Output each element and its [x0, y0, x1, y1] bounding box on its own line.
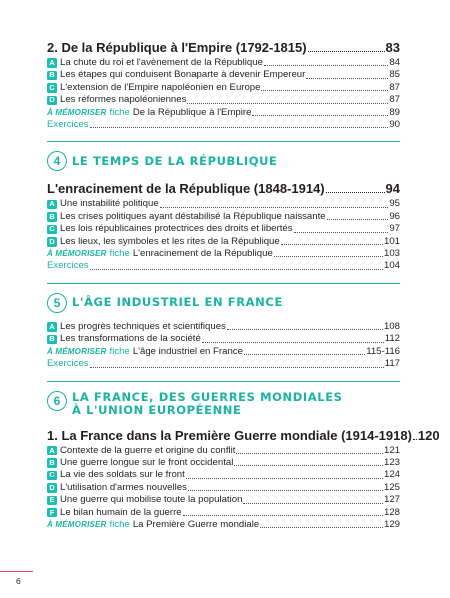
dot-leader	[413, 439, 417, 440]
dot-leader	[183, 515, 383, 516]
dot-leader	[90, 367, 384, 368]
dot-leader	[274, 256, 383, 257]
entry-title: Les transformations de la société	[60, 333, 201, 345]
dot-leader	[202, 342, 384, 343]
letter-badge: B	[47, 335, 57, 345]
letter-badge: F	[47, 508, 57, 518]
memoriser-label: À MÉMORISER	[47, 346, 107, 356]
letter-badge: B	[47, 212, 57, 222]
entry-title: Contexte de la guerre et origine du conflit	[60, 444, 236, 456]
section-divider	[47, 381, 400, 382]
letter-badge: D	[47, 96, 57, 106]
dot-leader	[326, 192, 385, 193]
entry-page: 97	[389, 223, 400, 235]
entry-page: 112	[384, 333, 400, 345]
memo-entry[interactable]	[47, 519, 400, 531]
toc-entry[interactable]	[47, 445, 400, 457]
section-heading-title: L'enracinement de la République (1848-1914)	[47, 181, 325, 197]
entry-page: 95	[389, 198, 400, 210]
fiche-label: fiche	[109, 345, 130, 357]
entry-title: Les crises politiques ayant déstabilisé la République naissante	[60, 210, 326, 222]
toc-entry[interactable]	[47, 94, 400, 106]
letter-badge: A	[47, 322, 57, 332]
dot-leader	[252, 115, 388, 116]
entry-title: Les lieux, les symboles et les rites de la République	[60, 235, 280, 247]
entry-page: 129	[383, 518, 400, 530]
section-heading[interactable]	[47, 427, 440, 443]
toc-entry[interactable]	[47, 321, 400, 333]
entry-page: 104	[383, 260, 400, 272]
entry-title: L'extension de l'Empire napoléonien en Europe	[60, 81, 261, 93]
entry-page: 89	[389, 106, 400, 118]
exercises-label: Exercices	[47, 260, 89, 272]
toc-entry[interactable]	[47, 198, 400, 210]
entry-page: 108	[383, 320, 400, 332]
letter-badge: D	[47, 483, 57, 493]
letter-badge: B	[47, 71, 57, 81]
entry-title: Une guerre longue sur le front occidental	[60, 456, 234, 468]
toc-entry[interactable]	[47, 457, 400, 469]
dot-leader	[90, 127, 389, 128]
exercises-label: Exercices	[47, 358, 89, 370]
toc-entry[interactable]	[47, 469, 400, 481]
entry-page: 117	[384, 358, 400, 370]
letter-badge: C	[47, 225, 57, 235]
toc-entry[interactable]	[47, 223, 400, 235]
chapter-number: 4	[47, 151, 67, 171]
dot-leader	[264, 65, 388, 66]
entry-title: Une instabilité politique	[60, 198, 159, 210]
section-heading[interactable]	[47, 181, 400, 196]
dot-leader	[234, 465, 383, 466]
memo-entry[interactable]	[47, 107, 400, 119]
exercises-entry[interactable]	[47, 260, 400, 272]
section-heading-title: 1. La France dans la Première Guerre mondiale (1914-1918)	[47, 427, 412, 443]
entry-title: La chute du roi et l'avènement de la République	[60, 57, 263, 68]
toc-entry[interactable]	[47, 333, 400, 345]
entry-page: 127	[383, 494, 400, 506]
entry-page: 101	[383, 235, 400, 247]
letter-badge: A	[47, 58, 57, 68]
page-number: 6	[16, 576, 21, 586]
chapter-6-header[interactable]	[47, 391, 400, 417]
table-of-contents	[47, 40, 440, 531]
entry-title: L'âge industriel en France	[132, 345, 243, 357]
dot-leader	[261, 90, 388, 91]
chapter-number: 5	[47, 293, 67, 313]
exercises-entry[interactable]	[47, 119, 400, 131]
section-heading-page: 83	[385, 40, 400, 55]
dot-leader	[188, 490, 383, 491]
section-heading-page: 94	[385, 181, 400, 197]
dot-leader	[90, 269, 383, 270]
dot-leader	[294, 232, 389, 233]
fiche-label: fiche	[109, 518, 130, 530]
entry-page: 124	[383, 469, 400, 481]
letter-badge: A	[47, 200, 57, 210]
letter-badge: E	[47, 496, 57, 506]
memoriser-label: À MÉMORISER	[47, 249, 107, 259]
toc-entry[interactable]	[47, 69, 400, 81]
dot-leader	[308, 51, 385, 52]
entry-page: 96	[389, 210, 400, 222]
entry-page: 123	[383, 456, 400, 468]
entry-page: 87	[389, 94, 400, 106]
section-divider	[47, 141, 400, 142]
page-corner-rule	[0, 571, 33, 572]
chapter-title: LE TEMPS DE LA RÉPUBLIQUE	[72, 153, 278, 168]
entry-page: 90	[389, 119, 400, 131]
memoriser-label: À MÉMORISER	[47, 107, 107, 117]
entry-page: 121	[383, 444, 400, 456]
dot-leader	[260, 527, 383, 528]
chapter-4-header[interactable]	[47, 151, 400, 171]
entry-title: L'enracinement de la République	[132, 248, 273, 260]
dot-leader	[306, 78, 388, 79]
toc-entry[interactable]	[47, 482, 400, 494]
toc-entry[interactable]	[47, 236, 400, 248]
dot-leader	[281, 244, 383, 245]
entry-title: L'utilisation d'armes nouvelles	[60, 481, 187, 493]
dot-leader	[244, 354, 365, 355]
entry-title: Les étapes qui conduisent Bonaparte à devenir Empereur	[60, 69, 306, 81]
letter-badge: B	[47, 458, 57, 468]
section-heading-title: 2. De la République à l'Empire (1792-1815)	[47, 40, 307, 55]
chapter-title: L'ÂGE INDUSTRIEL EN FRANCE	[72, 295, 283, 310]
memo-entry[interactable]	[47, 346, 400, 358]
entry-page: 85	[389, 69, 400, 81]
entry-page: 115-116	[366, 345, 400, 357]
entry-title: La Première Guerre mondiale	[132, 518, 260, 530]
exercises-entry[interactable]	[47, 358, 400, 370]
entry-page: 125	[383, 481, 400, 493]
dot-leader	[160, 207, 389, 208]
toc-entry[interactable]	[47, 494, 400, 506]
fiche-label: fiche	[109, 106, 130, 118]
entry-title: La vie des soldats sur le front	[60, 469, 185, 481]
memo-entry[interactable]	[47, 248, 400, 260]
dot-leader	[187, 103, 388, 104]
section-heading[interactable]	[47, 40, 400, 55]
entry-page: 103	[383, 248, 400, 260]
entry-title: Les lois républicaines protectrices des droits et libertés	[60, 223, 293, 235]
chapter-number: 6	[47, 391, 67, 411]
dot-leader	[227, 329, 383, 330]
entry-page: 84	[389, 57, 400, 68]
toc-entry[interactable]	[47, 57, 400, 69]
toc-entry[interactable]	[47, 82, 400, 94]
entry-title: De la République à l'Empire	[132, 106, 252, 118]
dot-leader	[327, 219, 389, 220]
letter-badge: C	[47, 83, 57, 93]
letter-badge: A	[47, 446, 57, 456]
exercises-label: Exercices	[47, 119, 89, 131]
dot-leader	[236, 453, 383, 454]
letter-badge: C	[47, 471, 57, 481]
entry-title: Le bilan humain de la guerre	[60, 506, 182, 518]
memoriser-label: À MÉMORISER	[47, 519, 107, 529]
dot-leader	[243, 503, 383, 504]
chapter-title: LA FRANCE, DES GUERRES MONDIALES À L'UNION EUROPÉENNE	[72, 389, 343, 417]
entry-page: 87	[389, 81, 400, 93]
section-heading-page: 120	[417, 427, 440, 443]
entry-title: Les progrès techniques et scientifiques	[60, 320, 226, 332]
fiche-label: fiche	[109, 248, 130, 260]
toc-entry[interactable]	[47, 211, 400, 223]
section-divider	[47, 283, 400, 284]
dot-leader	[186, 478, 383, 479]
entry-title: Une guerre qui mobilise toute la population	[60, 494, 243, 506]
toc-entry[interactable]	[47, 507, 400, 519]
chapter-5-header[interactable]	[47, 293, 400, 313]
entry-title: Les réformes napoléoniennes	[60, 94, 187, 106]
entry-page: 128	[383, 506, 400, 518]
letter-badge: D	[47, 237, 57, 247]
